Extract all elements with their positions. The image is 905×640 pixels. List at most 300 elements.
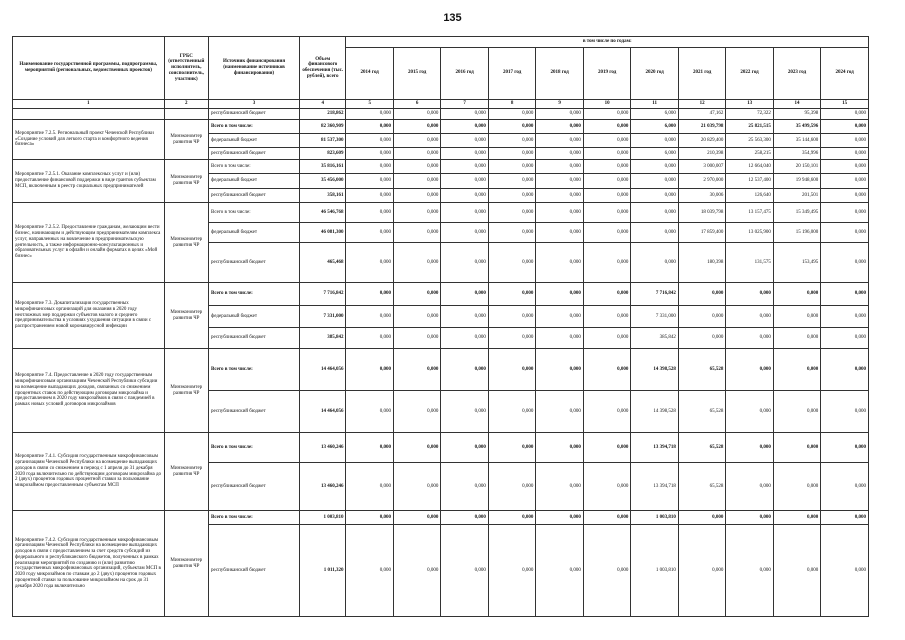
- year-value-cell: 0,000: [536, 511, 583, 525]
- total-cell: 46 546,768: [299, 203, 345, 223]
- total-cell: 14 464,056: [299, 349, 345, 391]
- year-value-cell: 0,000: [441, 306, 488, 328]
- year-value-cell: 0,000: [821, 306, 869, 328]
- year-value-cell: 0,000: [726, 391, 773, 433]
- year-value-cell: 0,000: [726, 328, 773, 349]
- year-value-cell: 0,000: [773, 391, 820, 433]
- year-value-cell: 0,000: [583, 120, 630, 134]
- source-cell: федеральный бюджет: [209, 306, 300, 328]
- year-value-cell: 0,000: [441, 243, 488, 283]
- year-value-cell: 0,000: [821, 134, 869, 148]
- year-value-cell: 13 394,718: [631, 433, 678, 463]
- year-value-cell: 0,000: [488, 391, 535, 433]
- year-value-cell: 2 970,000: [678, 174, 725, 189]
- total-cell: 1 011,320: [299, 525, 345, 617]
- year-value-cell: 65,528: [678, 391, 725, 433]
- table-row: [13, 203, 869, 223]
- grbs-cell: Минэкономтер развития ЧР: [164, 120, 208, 160]
- year-value-cell: 0,000: [583, 283, 630, 306]
- year-value-cell: 12 537,400: [726, 174, 773, 189]
- year-value-cell: 0,000: [441, 433, 488, 463]
- year-value-cell: 0,000: [821, 148, 869, 160]
- year-value-cell: 0,000: [536, 160, 583, 174]
- year-value-cell: 1 003,810: [631, 511, 678, 525]
- header-grbs: ГРБС (ответственный исполнитель, соисполнитель, участник): [164, 37, 208, 100]
- source-cell: Всего в том числе:: [209, 160, 300, 174]
- year-value-cell: 0,000: [726, 525, 773, 617]
- header-year: 2021 год: [678, 47, 725, 100]
- year-value-cell: 0,000: [488, 243, 535, 283]
- year-value-cell: 20 829,400: [678, 134, 725, 148]
- year-value-cell: 17 859,400: [678, 223, 725, 243]
- total-cell: 14 464,056: [299, 391, 345, 433]
- header-year: 2018 год: [536, 47, 583, 100]
- year-value-cell: 0,000: [393, 203, 440, 223]
- year-value-cell: 0,000: [393, 391, 440, 433]
- year-value-cell: 0,000: [583, 223, 630, 243]
- total-cell: 823,609: [299, 148, 345, 160]
- total-cell: 385,842: [299, 328, 345, 349]
- year-value-cell: 0,000: [536, 243, 583, 283]
- table-row: [13, 511, 869, 525]
- year-value-cell: 153,495: [773, 243, 820, 283]
- budget-table: [12, 36, 869, 617]
- source-cell: республиканский бюджет: [209, 328, 300, 349]
- year-value-cell: 0,000: [821, 120, 869, 134]
- year-value-cell: 0,000: [393, 349, 440, 391]
- column-index: 8: [488, 100, 535, 109]
- year-value-cell: 0,000: [536, 463, 583, 511]
- year-value-cell: 0,000: [346, 511, 393, 525]
- year-value-cell: 0,000: [441, 511, 488, 525]
- year-value-cell: 6,000: [631, 148, 678, 160]
- header-year: 2017 год: [488, 47, 535, 100]
- header-including: в том числе по годам:: [346, 37, 869, 48]
- year-value-cell: 0,000: [393, 283, 440, 306]
- year-value-cell: 0,000: [488, 109, 535, 120]
- year-value-cell: 0,000: [346, 391, 393, 433]
- year-value-cell: 72,322: [726, 109, 773, 120]
- year-value-cell: 21 039,798: [678, 120, 725, 134]
- year-value-cell: 0,000: [488, 433, 535, 463]
- year-value-cell: 0,000: [583, 463, 630, 511]
- column-index: 4: [299, 100, 345, 109]
- year-value-cell: 0,000: [536, 189, 583, 203]
- header-year: 2020 год: [631, 47, 678, 100]
- grbs-cell: Минэкономтер развития ЧР: [164, 349, 208, 433]
- grbs-cell: Минэкономтер развития ЧР: [164, 160, 208, 203]
- year-value-cell: 0,000: [488, 148, 535, 160]
- total-cell: 35 456,000: [299, 174, 345, 189]
- year-value-cell: 0,000: [346, 120, 393, 134]
- year-value-cell: 65,528: [678, 433, 725, 463]
- header-source: Источник финансирования (наименование источников финансирования): [209, 37, 300, 100]
- column-index: 3: [209, 100, 300, 109]
- source-cell: республиканский бюджет: [209, 109, 300, 120]
- source-cell: республиканский бюджет: [209, 463, 300, 511]
- page-number: 135: [443, 12, 462, 24]
- year-value-cell: 0,000: [346, 283, 393, 306]
- source-cell: Всего в том числе:: [209, 349, 300, 391]
- year-value-cell: 6,000: [631, 120, 678, 134]
- year-value-cell: 0,000: [346, 328, 393, 349]
- year-value-cell: 0,000: [821, 328, 869, 349]
- column-index: 12: [678, 100, 725, 109]
- year-value-cell: 0,000: [773, 511, 820, 525]
- year-value-cell: 0,000: [583, 189, 630, 203]
- year-value-cell: 0,000: [583, 134, 630, 148]
- year-value-cell: 0,000: [441, 525, 488, 617]
- grbs-cell: [164, 109, 208, 120]
- year-value-cell: 0,000: [488, 328, 535, 349]
- year-value-cell: 0,000: [631, 243, 678, 283]
- column-index: 2: [164, 100, 208, 109]
- total-cell: 46 081,300: [299, 223, 345, 243]
- year-value-cell: 65,528: [678, 349, 725, 391]
- year-value-cell: 0,000: [346, 174, 393, 189]
- year-value-cell: 0,000: [488, 189, 535, 203]
- year-value-cell: 0,000: [488, 223, 535, 243]
- year-value-cell: 0,000: [773, 525, 820, 617]
- year-value-cell: 0,000: [726, 433, 773, 463]
- year-value-cell: 0,000: [441, 463, 488, 511]
- year-value-cell: 0,000: [346, 306, 393, 328]
- year-value-cell: 0,000: [393, 306, 440, 328]
- column-index: 10: [583, 100, 630, 109]
- year-value-cell: 0,000: [821, 391, 869, 433]
- year-value-cell: 12 664,040: [726, 160, 773, 174]
- total-cell: 465,468: [299, 243, 345, 283]
- year-value-cell: 0,000: [773, 283, 820, 306]
- year-value-cell: 0,000: [821, 223, 869, 243]
- total-cell: 7 716,842: [299, 283, 345, 306]
- year-value-cell: 0,000: [441, 189, 488, 203]
- year-value-cell: 0,000: [631, 134, 678, 148]
- year-value-cell: 0,000: [393, 189, 440, 203]
- measure-name: Мероприятие 7.4. Предоставление в 2020 году государственным микрофинансовым организациям Чеченской Республики субсидии на возмещение выпадающих доходов, связанных со снижением процентных ставок по действующим договорам микрозайма и предоставлением в 2020 году микрозаймов в связи с пандемией в рамках новых условий договоров микрозаймов: [13, 349, 165, 433]
- year-value-cell: 0,000: [821, 203, 869, 223]
- year-value-cell: 0,000: [536, 525, 583, 617]
- year-value-cell: 0,000: [488, 525, 535, 617]
- year-value-cell: 0,000: [346, 349, 393, 391]
- total-cell: 35 816,161: [299, 160, 345, 174]
- column-index: 13: [726, 100, 773, 109]
- total-cell: 82 360,909: [299, 120, 345, 134]
- year-value-cell: 131,575: [726, 243, 773, 283]
- year-value-cell: 0,000: [821, 189, 869, 203]
- column-index: 11: [631, 100, 678, 109]
- total-cell: 218,862: [299, 109, 345, 120]
- year-value-cell: 354,996: [773, 148, 820, 160]
- year-value-cell: 0,000: [821, 109, 869, 120]
- year-value-cell: 0,000: [393, 525, 440, 617]
- year-value-cell: 0,000: [346, 148, 393, 160]
- year-value-cell: 25 563,300: [726, 134, 773, 148]
- year-value-cell: 0,000: [393, 328, 440, 349]
- year-value-cell: 0,000: [346, 525, 393, 617]
- year-value-cell: 0,000: [536, 328, 583, 349]
- column-index: 5: [346, 100, 393, 109]
- year-value-cell: 0,000: [393, 160, 440, 174]
- header-year: 2016 год: [441, 47, 488, 100]
- year-value-cell: 35 144,600: [773, 134, 820, 148]
- year-value-cell: 0,000: [631, 203, 678, 223]
- source-cell: федеральный бюджет: [209, 223, 300, 243]
- column-index: 1: [13, 100, 165, 109]
- year-value-cell: 0,000: [393, 120, 440, 134]
- measure-name: [13, 109, 165, 120]
- header-year: 2014 год: [346, 47, 393, 100]
- source-cell: республиканский бюджет: [209, 243, 300, 283]
- table-row: [13, 160, 869, 174]
- total-cell: 13 460,246: [299, 463, 345, 511]
- year-value-cell: 0,000: [441, 160, 488, 174]
- year-value-cell: 14 398,528: [631, 349, 678, 391]
- year-value-cell: 0,000: [821, 283, 869, 306]
- source-cell: Всего в том числе:: [209, 283, 300, 306]
- year-value-cell: 0,000: [488, 463, 535, 511]
- year-value-cell: 0,000: [773, 433, 820, 463]
- year-value-cell: 0,000: [346, 109, 393, 120]
- year-value-cell: 0,000: [583, 109, 630, 120]
- year-value-cell: 0,000: [536, 174, 583, 189]
- year-value-cell: 0,000: [583, 243, 630, 283]
- year-value-cell: 0,000: [583, 525, 630, 617]
- year-value-cell: 0,000: [488, 203, 535, 223]
- year-value-cell: 0,000: [393, 223, 440, 243]
- grbs-cell: Минэкономтер развития ЧР: [164, 433, 208, 511]
- year-value-cell: 0,000: [773, 306, 820, 328]
- year-value-cell: 0,000: [393, 148, 440, 160]
- year-value-cell: 13 394,718: [631, 463, 678, 511]
- measure-name: Мероприятие 7.4.2. Субсидия государственным микрофинансовым организациям Чеченской Республики на возмещение выпадающих доходов в связи с предоставлением за счет средств субсидий из федерального и республиканского бюджетов, полученных в рамках реализации мероприятий по созданию и (или) развитию государственных микрофинансовых организаций, субъектам МСП в 2020 году микрозаймов по ставкам до 2 (двух) процентов годовых процентной ставки за пользование микрозаймом на срок до 31 декабря 2020 года включительно: [13, 511, 165, 617]
- year-value-cell: 0,000: [346, 243, 393, 283]
- year-value-cell: 0,000: [488, 134, 535, 148]
- year-value-cell: 15 349,495: [773, 203, 820, 223]
- year-value-cell: 0,000: [678, 525, 725, 617]
- year-value-cell: 0,000: [346, 223, 393, 243]
- year-value-cell: 0,000: [773, 328, 820, 349]
- source-cell: республиканский бюджет: [209, 525, 300, 617]
- year-value-cell: 14 398,528: [631, 391, 678, 433]
- year-value-cell: 0,000: [583, 391, 630, 433]
- year-value-cell: 0,000: [393, 433, 440, 463]
- year-value-cell: 0,000: [821, 174, 869, 189]
- column-index: 9: [536, 100, 583, 109]
- year-value-cell: 15 196,000: [773, 223, 820, 243]
- source-cell: Всего в том числе:: [209, 203, 300, 223]
- year-value-cell: 13 157,475: [726, 203, 773, 223]
- header-year: 2019 год: [583, 47, 630, 100]
- year-value-cell: 0,000: [678, 511, 725, 525]
- table-row: [13, 349, 869, 391]
- year-value-cell: 0,000: [583, 203, 630, 223]
- year-value-cell: 0,000: [536, 433, 583, 463]
- header-year: 2015 год: [393, 47, 440, 100]
- year-value-cell: 0,000: [821, 463, 869, 511]
- year-value-cell: 0,000: [678, 328, 725, 349]
- header-name: Наименование государственной программы, подпрограммы, мероприятий (региональных, ведомственных проектов): [13, 37, 165, 100]
- year-value-cell: 0,000: [346, 189, 393, 203]
- year-value-cell: 0,000: [488, 511, 535, 525]
- year-value-cell: 0,000: [631, 189, 678, 203]
- year-value-cell: 0,000: [441, 328, 488, 349]
- year-value-cell: 0,000: [821, 511, 869, 525]
- total-cell: 7 331,000: [299, 306, 345, 328]
- grbs-cell: Минэкономтер развития ЧР: [164, 203, 208, 283]
- year-value-cell: 0,000: [821, 349, 869, 391]
- year-value-cell: 6,000: [631, 109, 678, 120]
- year-value-cell: 0,000: [536, 134, 583, 148]
- source-cell: федеральный бюджет: [209, 134, 300, 148]
- year-value-cell: 0,000: [726, 283, 773, 306]
- year-value-cell: 3 000,007: [678, 160, 725, 174]
- header-volume: Объем финансового обеспечения (тыс. рублей), всего: [299, 37, 345, 100]
- year-value-cell: 0,000: [441, 174, 488, 189]
- year-value-cell: 0,000: [346, 203, 393, 223]
- year-value-cell: 0,000: [393, 109, 440, 120]
- year-value-cell: 0,000: [536, 306, 583, 328]
- column-index: 7: [441, 100, 488, 109]
- year-value-cell: 0,000: [346, 463, 393, 511]
- year-value-cell: 18 039,798: [678, 203, 725, 223]
- total-cell: 81 537,300: [299, 134, 345, 148]
- grbs-cell: Минэкономтер развития ЧР: [164, 283, 208, 349]
- year-value-cell: 25 821,515: [726, 120, 773, 134]
- year-value-cell: 1 003,810: [631, 525, 678, 617]
- year-value-cell: 0,000: [346, 134, 393, 148]
- column-index: 15: [821, 100, 869, 109]
- year-value-cell: 0,000: [583, 160, 630, 174]
- year-value-cell: 0,000: [726, 349, 773, 391]
- year-value-cell: 0,000: [488, 349, 535, 391]
- year-value-cell: 7 716,842: [631, 283, 678, 306]
- year-value-cell: 0,000: [488, 160, 535, 174]
- year-value-cell: 0,000: [441, 134, 488, 148]
- header-year: 2023 год: [773, 47, 820, 100]
- year-value-cell: 0,000: [583, 148, 630, 160]
- year-value-cell: 0,000: [773, 349, 820, 391]
- year-value-cell: 7 331,000: [631, 306, 678, 328]
- year-value-cell: 126,640: [726, 189, 773, 203]
- source-cell: Всего в том числе:: [209, 511, 300, 525]
- total-cell: 358,161: [299, 189, 345, 203]
- measure-name: Мероприятие 7.3. Докапитализация государственных микрофинансовых организаций для оказания в 2020 году неотложных мер поддержки субъектов малого и среднего предпринимательства в условиях ухудшения ситуации в связи с распространением новой коронавирусной инфекции: [13, 283, 165, 349]
- header-year: 2022 год: [726, 47, 773, 100]
- year-value-cell: 0,000: [631, 174, 678, 189]
- year-value-cell: 0,000: [393, 463, 440, 511]
- year-value-cell: 0,000: [726, 306, 773, 328]
- year-value-cell: 0,000: [583, 511, 630, 525]
- year-value-cell: 19 948,600: [773, 174, 820, 189]
- source-cell: республиканский бюджет: [209, 189, 300, 203]
- grbs-cell: Минэкономтер развития ЧР: [164, 511, 208, 617]
- year-value-cell: 385,842: [631, 328, 678, 349]
- year-value-cell: 0,000: [536, 109, 583, 120]
- year-value-cell: 0,000: [583, 433, 630, 463]
- year-value-cell: 0,000: [441, 349, 488, 391]
- table-row: [13, 433, 869, 463]
- year-value-cell: 0,000: [536, 349, 583, 391]
- year-value-cell: 0,000: [821, 160, 869, 174]
- year-value-cell: 0,000: [441, 391, 488, 433]
- total-cell: 13 460,246: [299, 433, 345, 463]
- table-row: [13, 109, 869, 120]
- measure-name: Мероприятие 7.4.1. Субсидия государственным микрофинансовым организациям Чеченской Республики на возмещение выпадающих доходов в связи со снижением в период с 1 апреля до 31 декабря 2020 года включительно по действующим договорам микрозайма до 2 (двух) процентов годовых процентной ставки за пользование микрозаймом предоставленным субъектам МСП: [13, 433, 165, 511]
- year-value-cell: 0,000: [631, 160, 678, 174]
- year-value-cell: 0,000: [441, 203, 488, 223]
- year-value-cell: 95,398: [773, 109, 820, 120]
- year-value-cell: 0,000: [678, 306, 725, 328]
- column-index: 14: [773, 100, 820, 109]
- year-value-cell: 30,006: [678, 189, 725, 203]
- year-value-cell: 35 499,596: [773, 120, 820, 134]
- year-value-cell: 0,000: [488, 283, 535, 306]
- year-value-cell: 0,000: [346, 160, 393, 174]
- year-value-cell: 0,000: [773, 463, 820, 511]
- year-value-cell: 0,000: [393, 243, 440, 283]
- year-value-cell: 0,000: [583, 306, 630, 328]
- measure-name: Мероприятие 7.2.5. Региональный проект Чеченской Республики «Создание условий для легкого старта и комфортного ведения бизнеса»: [13, 120, 165, 160]
- year-value-cell: 0,000: [488, 120, 535, 134]
- total-cell: 1 003,810: [299, 511, 345, 525]
- measure-name: Мероприятие 7.2.5.2. Предоставление гражданам, желающим вести бизнес, начинающим и действующим предпринимателям комплекса услуг, направленных на вовлечение в предпринимательскую деятельность, а также информационно-консультационных и образовательных услуг в офлайн и онлайн форматах в целях «Мой бизнес»: [13, 203, 165, 283]
- year-value-cell: 20 150,101: [773, 160, 820, 174]
- year-value-cell: 258,215: [726, 148, 773, 160]
- year-value-cell: 0,000: [488, 306, 535, 328]
- column-index: 6: [393, 100, 440, 109]
- source-cell: Всего в том числе:: [209, 433, 300, 463]
- year-value-cell: 0,000: [536, 120, 583, 134]
- header-year: 2024 год: [821, 47, 869, 100]
- measure-name: Мероприятие 7.2.5.1. Оказание комплексных услуг и (или) предоставление финансовой поддержки в виде грантов субъектам МСП, включенным в реестр социальных предпринимателей: [13, 160, 165, 203]
- year-value-cell: 0,000: [821, 243, 869, 283]
- year-value-cell: 0,000: [488, 174, 535, 189]
- table-row: [13, 283, 869, 306]
- year-value-cell: 0,000: [583, 328, 630, 349]
- year-value-cell: 0,000: [821, 525, 869, 617]
- year-value-cell: 0,000: [536, 148, 583, 160]
- year-value-cell: 0,000: [726, 463, 773, 511]
- year-value-cell: 0,000: [631, 223, 678, 243]
- source-cell: республиканский бюджет: [209, 148, 300, 160]
- year-value-cell: 180,398: [678, 243, 725, 283]
- source-cell: республиканский бюджет: [209, 391, 300, 433]
- year-value-cell: 13 025,900: [726, 223, 773, 243]
- year-value-cell: 0,000: [346, 433, 393, 463]
- year-value-cell: 0,000: [536, 391, 583, 433]
- table-row: [13, 120, 869, 134]
- source-cell: Всего в том числе:: [209, 120, 300, 134]
- year-value-cell: 0,000: [441, 148, 488, 160]
- year-value-cell: 201,501: [773, 189, 820, 203]
- source-cell: федеральный бюджет: [209, 174, 300, 189]
- year-value-cell: 0,000: [441, 109, 488, 120]
- year-value-cell: 210,398: [678, 148, 725, 160]
- year-value-cell: 0,000: [441, 120, 488, 134]
- year-value-cell: 0,000: [583, 349, 630, 391]
- year-value-cell: 47,162: [678, 109, 725, 120]
- year-value-cell: 0,000: [441, 223, 488, 243]
- year-value-cell: 0,000: [536, 203, 583, 223]
- year-value-cell: 0,000: [583, 174, 630, 189]
- year-value-cell: 0,000: [726, 511, 773, 525]
- year-value-cell: 0,000: [393, 511, 440, 525]
- year-value-cell: 0,000: [678, 283, 725, 306]
- year-value-cell: 0,000: [536, 223, 583, 243]
- year-value-cell: 0,000: [441, 283, 488, 306]
- year-value-cell: 0,000: [393, 174, 440, 189]
